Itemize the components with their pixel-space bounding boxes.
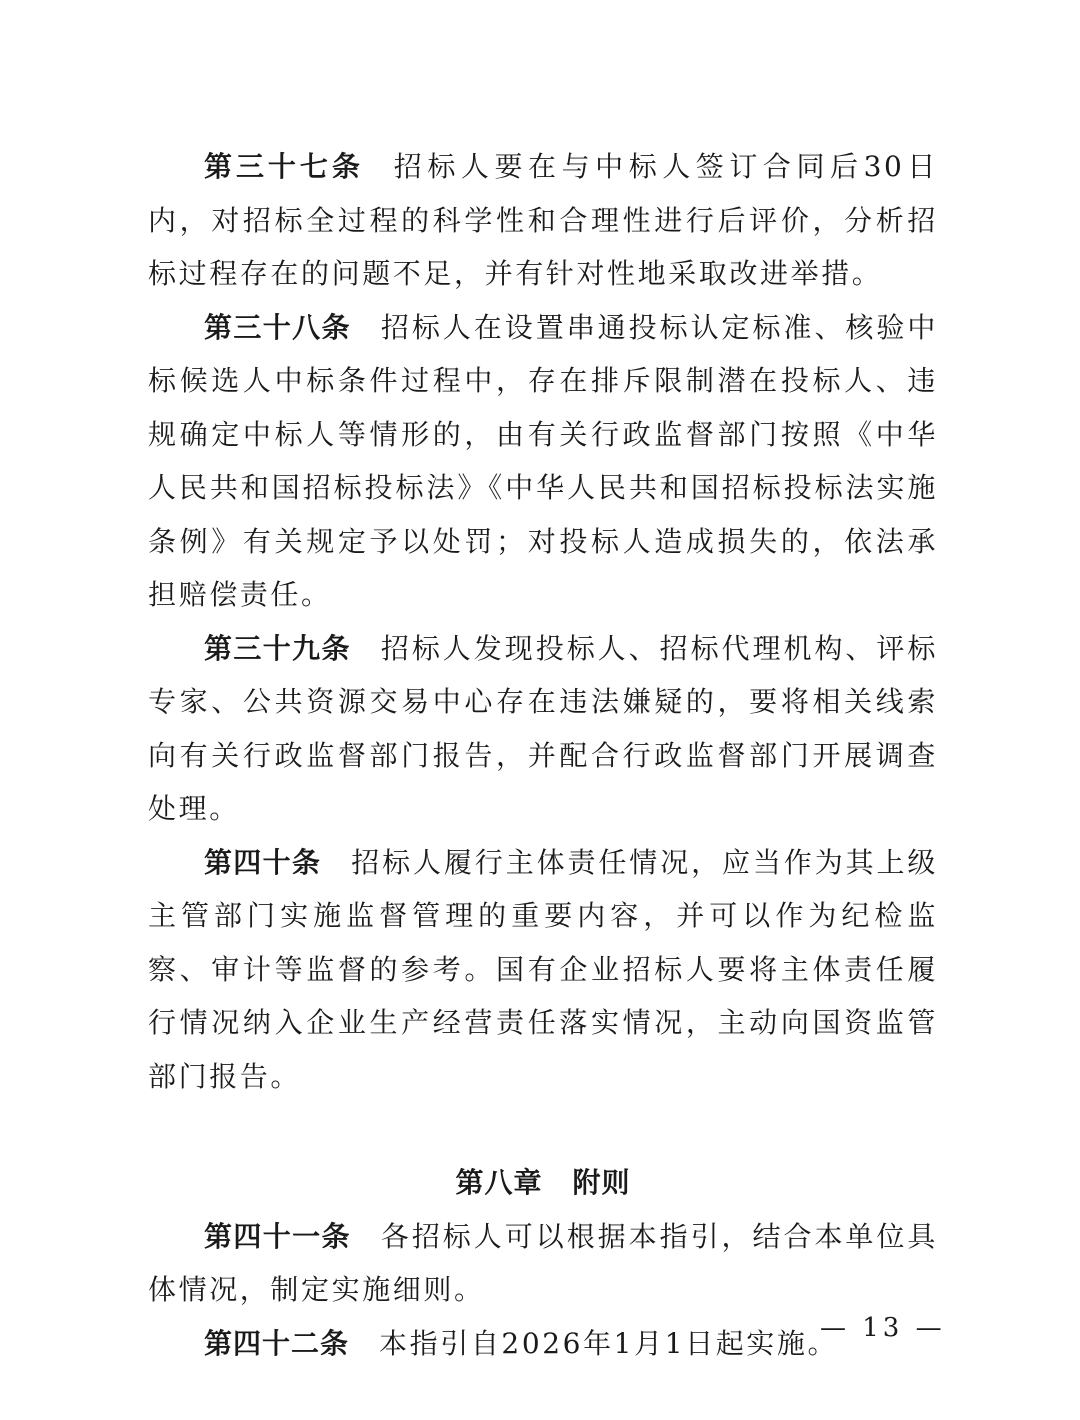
article-text: 招标人发现投标人、招标代理机构、评标专家、公共资源交易中心存在违法嫌疑的，要将相关线索向有关行政监督部门报告，并配合行政监督部门开展调查处理。: [148, 631, 938, 825]
article-number: 第三十八条: [204, 310, 351, 344]
article-text: 招标人履行主体责任情况，应当作为其上级主管部门实施监督管理的重要内容，并可以作为纪检监察、审计等监督的参考。国有企业招标人要将主体责任履行情况纳入企业生产经营责任落实情况，主动向国资监管部门报告。: [148, 845, 938, 1093]
chapter-title: 附则: [572, 1166, 631, 1199]
article-number: 第四十二条: [204, 1326, 350, 1360]
article-number: 第三十七条: [204, 150, 364, 183]
article-text: 招标人在设置串通投标认定标准、核验中标候选人中标条件过程中，存在排斥限制潜在投标人、违规确定中标人等情形的，由有关行政监督部门按照《中华人民共和国招标投标法》《中华人民共和国招标投标法实施条例》有关规定予以处罚；对投标人造成损失的，依法承担赔偿责任。: [148, 310, 938, 611]
article-40: [148, 836, 938, 1104]
page-number: — 13 —: [820, 1313, 946, 1343]
article-39: [148, 622, 938, 836]
document-page: [148, 140, 938, 1370]
article-text: 各招标人可以根据本指引，结合本单位具体情况，制定实施细则。: [148, 1219, 938, 1306]
article-number: 第四十一条: [204, 1219, 351, 1253]
article-37: [148, 140, 938, 301]
article-38: [148, 301, 938, 622]
article-number: 第四十条: [204, 845, 322, 879]
article-41: [148, 1210, 938, 1317]
article-number: 第三十九条: [204, 631, 351, 665]
article-text: 招标人要在与中标人签订合同后30日内，对招标全过程的科学性和合理性进行后评价，分析招标过程存在的问题不足，并有针对性地采取改进举措。: [148, 150, 938, 290]
chapter-heading: [148, 1156, 938, 1210]
article-text: 本指引自2026年1月1日起实施。: [379, 1326, 839, 1360]
chapter-number: 第八章: [455, 1166, 543, 1199]
